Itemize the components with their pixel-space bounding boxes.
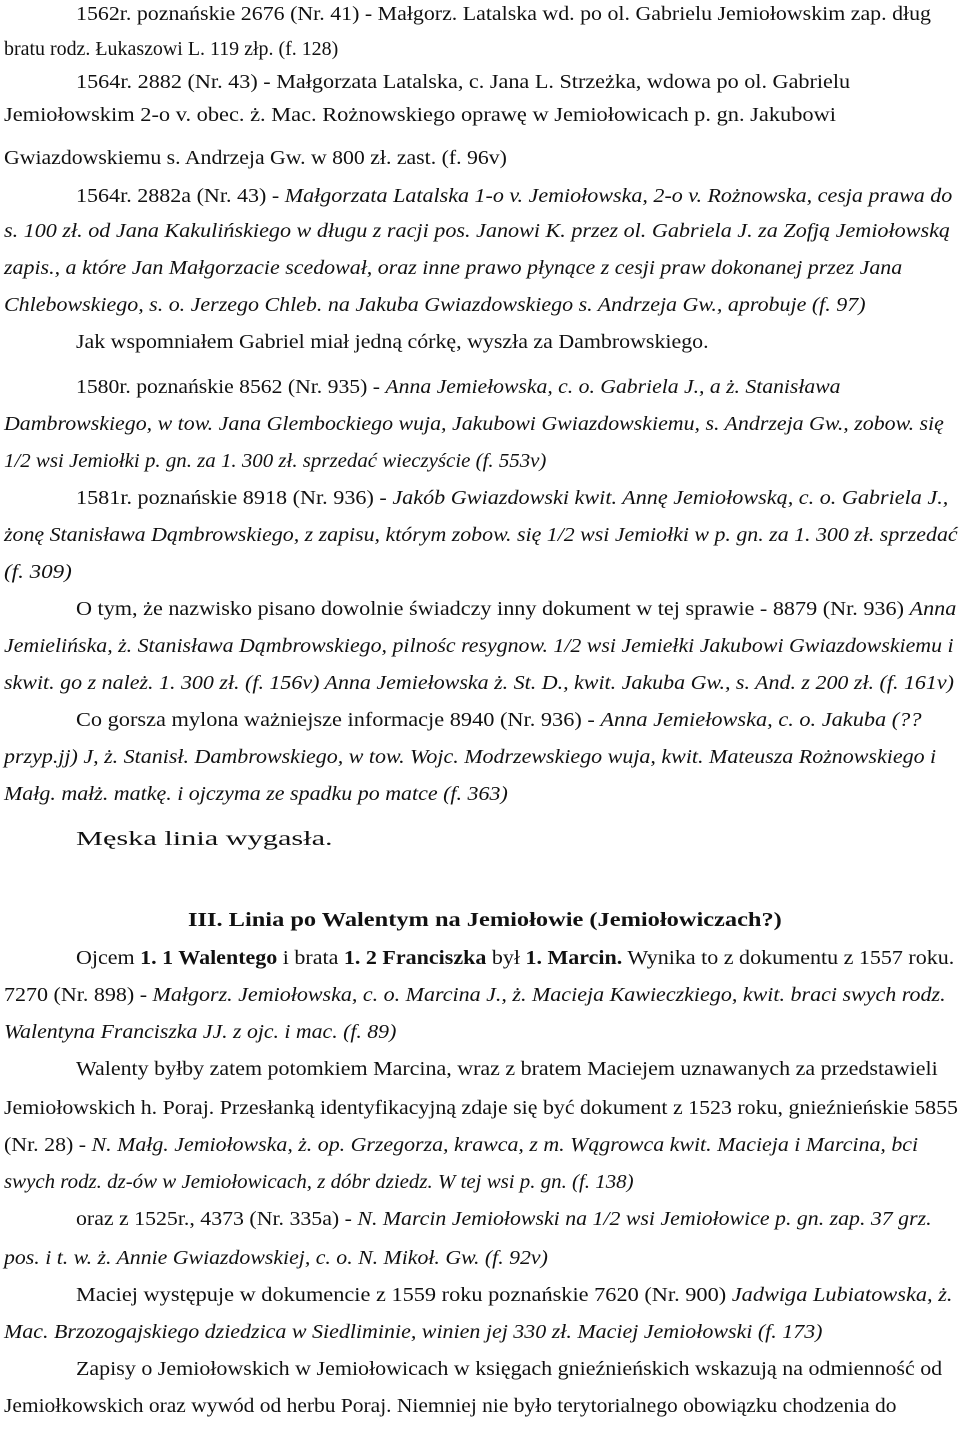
italic-text: Jadwiga Lubiatowska, ż. <box>731 1284 953 1306</box>
text-line <box>4 103 836 127</box>
italic-text: Walentyna Franciszka JJ. z ojc. i mac. (f. 89) <box>4 1021 397 1043</box>
text-line <box>76 827 333 851</box>
text-line <box>4 523 958 547</box>
text-run: 1564r. 2882 (Nr. 43) - Małgorzata Latalska, c. Jana L. Strzeżka, wdowa po ol. Gabrielu <box>76 71 851 93</box>
italic-text: Jakób Gwiazdowski kwit. Annę Jemiołowską, c. o. Gabriela J., <box>392 487 949 509</box>
text-run: Walenty byłby zatem potomkiem Marcina, wraz z bratem Maciejem uznawanych za przedstawieli <box>76 1058 938 1080</box>
text-run: Gwiazdowskiemu s. Andrzeja Gw. w 800 zł. zast. (f. 96v) <box>4 147 507 169</box>
text-line <box>4 37 338 61</box>
italic-text: żonę Stanisława Dąmbrowskiego, z zapisu, którym zobow. się 1/2 wsi Jemiołki w p. gn. za 1. 300 zł. sprzedać <box>4 524 958 546</box>
text-line <box>4 560 72 584</box>
text-line <box>4 745 936 769</box>
text-run: Co gorsza mylona ważniejsze informacje 8940 (Nr. 936) - <box>76 709 601 731</box>
text-line <box>76 330 709 354</box>
italic-text: skwit. go z należ. 1. 300 zł. (f. 156v) Anna Jemiełowska ż. St. D., kwit. Jakuba Gw., s. And. z 200 zł. (f. 161v) <box>4 672 954 694</box>
italic-text: Mac. Brzozogajskiego dziedzica w Siedliminie, winien jej 330 zł. Maciej Jemiołowski (f. 173) <box>4 1321 823 1343</box>
italic-text: 1/2 wsi Jemiołki p. gn. za 1. 300 zł. sprzedać wieczyście (f. 553v) <box>4 450 547 472</box>
italic-text: N. Marcin Jemiołowski na 1/2 wsi Jemiołowice p. gn. zap. 37 grz. <box>357 1208 932 1230</box>
text-line <box>4 671 954 695</box>
text-run: bratu rodz. Łukaszowi L. 119 złp. (f. 128) <box>4 38 339 60</box>
text-line <box>4 634 954 658</box>
text-run: Ojcem <box>76 947 141 969</box>
text-line <box>4 449 546 473</box>
text-line <box>76 946 954 970</box>
bold-text: III. Linia po Walentym na Jemiołowie (Jemiołowiczach?) <box>188 909 782 931</box>
text-line <box>4 1246 548 1270</box>
text-line <box>4 1020 396 1044</box>
text-line <box>4 983 946 1007</box>
text-line <box>76 486 948 510</box>
italic-text: swych rodz. dz-ów w Jemiołowicach, z dóbr dziedz. W tej wsi p. gn. (f. 138) <box>4 1171 634 1193</box>
bold-text: 1. 2 Franciszka <box>343 947 487 969</box>
text-run: Jak wspomniałem Gabriel miał jedną córkę, wyszła za Dambrowskiego. <box>76 331 709 353</box>
text-line <box>4 1320 823 1344</box>
bold-text: 1. Marcin. <box>525 947 623 969</box>
text-run: 1562r. poznańskie 2676 (Nr. 41) - Małgorz. Latalska wd. po ol. Gabrielu Jemiołowskim zap. dług <box>76 3 932 25</box>
text-run: Wynika to z dokumentu z 1557 roku. <box>622 947 955 969</box>
italic-text: przyp.jj) J, ż. Stanisł. Dambrowskiego, w tow. Wojc. Modrzewskiego wuja, kwit. Mateusza Rożnowskiego i <box>4 746 937 768</box>
text-line <box>4 1394 896 1418</box>
text-line <box>76 1283 952 1307</box>
text-line <box>76 375 841 399</box>
text-line <box>76 2 931 26</box>
italic-text: Anna <box>909 598 957 620</box>
text-run: (Nr. 28) - <box>4 1134 92 1156</box>
text-line <box>4 1096 958 1120</box>
text-line <box>76 1357 942 1381</box>
text-line <box>4 412 944 436</box>
text-line <box>4 293 866 317</box>
text-run: Męska linia wygasła. <box>76 828 333 850</box>
text-run: 1581r. poznańskie 8918 (Nr. 936) - <box>76 487 393 509</box>
italic-text: zapis., a które Jan Małgorzacie scedował, oraz inne prawo płynące z cesji praw dokonanej przez Jana <box>4 257 903 279</box>
italic-text: Anna Jemiełowska, c. o. Jakuba (?? <box>600 709 922 731</box>
italic-text: Małgorz. Jemiołowska, c. o. Marcina J., ż. Macieja Kawieczkiego, kwit. braci swych rodz. <box>152 984 946 1006</box>
text-run: Zapisy o Jemiołowskich w Jemiołowicach w księgach gnieźnieńskich wskazują na odmienność od <box>76 1358 943 1380</box>
italic-text: Dambrowskiego, w tow. Jana Glembockiego wuja, Jakubowi Gwiazdowskiemu, s. Andrzeja Gw., zobow. się <box>4 413 944 435</box>
text-run: Maciej występuje w dokumencie z 1559 roku poznańskie 7620 (Nr. 900) <box>76 1284 732 1306</box>
italic-text: (f. 309) <box>4 561 72 583</box>
text-run: O tym, że nazwisko pisano dowolnie świadczy inny dokument w tej sprawie - 8879 (Nr. 936) <box>76 598 910 620</box>
text-line <box>76 184 952 208</box>
text-run: oraz z 1525r., 4373 (Nr. 335a) - <box>76 1208 358 1230</box>
text-run: był <box>486 947 526 969</box>
text-run: Jemiołowskim 2-o v. obec. ż. Mac. Rożnowskiego oprawę w Jemiołowicach p. gn. Jakubowi <box>4 104 837 126</box>
italic-text: N. Małg. Jemiołowska, ż. op. Grzegorza, krawca, z m. Wągrowca kwit. Macieja i Marcina, bci <box>91 1134 919 1156</box>
text-run: 1564r. 2882a (Nr. 43) - <box>76 185 285 207</box>
text-line <box>76 1207 932 1231</box>
text-line <box>76 70 850 94</box>
text-line <box>4 1170 634 1194</box>
text-run: 7270 (Nr. 898) - <box>4 984 153 1006</box>
italic-text: Małg. małż. matkę. i ojczyma ze spadku po matce (f. 363) <box>4 783 508 805</box>
text-line <box>4 1133 918 1157</box>
text-line <box>76 597 956 621</box>
text-line <box>4 782 508 806</box>
text-run: Jemiołkowskich oraz wywód od herbu Poraj. Niemniej nie było terytorialnego obowiązku chodzenia do <box>4 1395 897 1417</box>
text-line <box>4 219 950 243</box>
text-line <box>4 146 507 170</box>
text-run: 1580r. poznańskie 8562 (Nr. 935) - <box>76 376 386 398</box>
text-line <box>4 256 902 280</box>
text-run: Jemiołowskich h. Poraj. Przesłanką identyfikacyjną zdaje się być dokument z 1523 roku, gnieźnieńskie 5855 <box>4 1097 958 1119</box>
text-line <box>76 1057 938 1081</box>
italic-text: Jemielińska, ż. Stanisława Dąmbrowskiego, pilnośc resygnow. 1/2 wsi Jemiełki Jakubowi Gwiazdowskiemu i <box>4 635 954 657</box>
bold-text: 1. 1 Walentego <box>140 947 278 969</box>
italic-text: Anna Jemiełowska, c. o. Gabriela J., a ż. Stanisława <box>385 376 841 398</box>
italic-text: Małgorzata Latalska 1-o v. Jemiołowska, 2-o v. Rożnowska, cesja prawa do <box>284 185 953 207</box>
italic-text: Chlebowskiego, s. o. Jerzego Chleb. na Jakuba Gwiazdowskiego s. Andrzeja Gw., aprobuje (f. 97) <box>4 294 866 316</box>
italic-text: pos. i t. w. ż. Annie Gwiazdowskiej, c. o. N. Mikoł. Gw. (f. 92v) <box>4 1247 548 1269</box>
italic-text: s. 100 zł. od Jana Kakulińskiego w długu z racji pos. Janowi K. przez ol. Gabriela J. za Zofją Jemiołowską <box>4 220 950 242</box>
text-line <box>76 708 922 732</box>
text-line <box>188 908 782 932</box>
text-run: i brata <box>277 947 344 969</box>
